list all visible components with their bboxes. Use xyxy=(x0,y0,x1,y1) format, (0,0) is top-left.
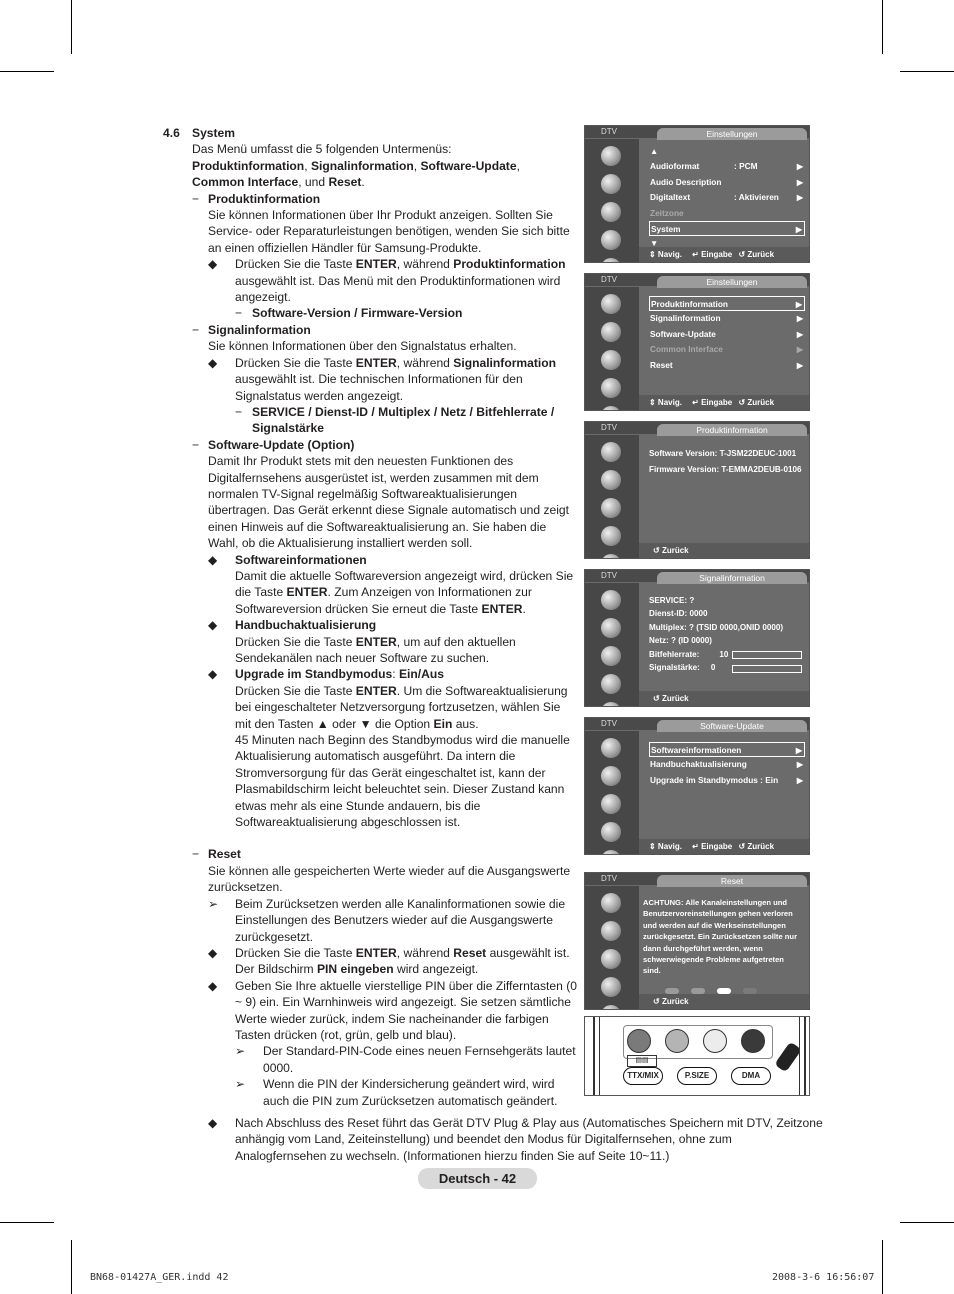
diamond-item xyxy=(163,256,578,305)
text-run: Damit Ihr Produkt stets mit den neuesten Funktionen des Digitalfernsehens ausgerüstet ist, werden zusammen mit dem normalen TV-Signal regelmäßig Softwareaktualisierungen übertragen. Das Gerät erkennt diese Signale automatisch und zeigt einen Hinweis auf die Softwareaktualisierung an. Sie haben die Wahl, ob die Aktualisierung installiert werden soll. xyxy=(208,454,570,551)
text-run: . Zum Anzeigen von Informationen zur Softwareversion drücken Sie erneut die Taste xyxy=(235,585,532,616)
dash-bullet-icon: − xyxy=(235,306,243,321)
text-run: Ein xyxy=(433,716,453,731)
picture-icon xyxy=(601,590,621,610)
teletext-icon: ▤▤ xyxy=(627,1055,657,1067)
menu-item-label: Audio Description xyxy=(650,176,722,187)
text-run: , xyxy=(304,158,311,173)
text-run: Damit die aktuelle Softwareversion angezeigt wird, drücken Sie die Taste xyxy=(235,568,574,600)
sound-icon xyxy=(601,174,621,194)
menu-item-label: Produktinformation xyxy=(651,299,728,309)
chevron-right-icon: ▶ xyxy=(796,775,803,785)
text-run: Common Interface xyxy=(192,175,299,190)
chevron-right-icon: ▶ xyxy=(796,345,803,355)
menu-item-label: ▼ xyxy=(650,238,659,249)
picture-icon xyxy=(601,893,621,913)
osd-title-bar xyxy=(585,718,809,730)
input-icon xyxy=(601,1005,621,1010)
text-run: Software-Update (Option) xyxy=(208,437,355,452)
setup-icon xyxy=(601,378,621,398)
text-run: ausgewählt ist. Der Bildschirm xyxy=(235,945,570,977)
dash-bullet-icon: − xyxy=(192,191,200,206)
picture-icon xyxy=(601,146,621,166)
footer-date: 2008-3-6 16:56:07 xyxy=(772,1272,875,1283)
menu-item[interactable] xyxy=(649,144,805,159)
menu-item-value: : Aktivieren xyxy=(734,192,779,203)
crop-mark xyxy=(0,71,54,72)
paragraph xyxy=(163,207,578,256)
menu-item[interactable] xyxy=(649,221,805,236)
menu-item-label: Upgrade im Standbymodus : Ein xyxy=(650,774,779,785)
menu-item[interactable] xyxy=(649,236,805,251)
paragraph xyxy=(163,338,578,354)
text-run: Signalinformation xyxy=(453,355,557,370)
text-run: Drücken Sie die Taste xyxy=(235,355,356,370)
osd-icon-sidebar xyxy=(585,886,639,1009)
menu-item[interactable] xyxy=(649,175,805,190)
blue-button[interactable] xyxy=(741,1029,765,1053)
pin-dot-icon xyxy=(691,988,705,994)
submenu-list-line xyxy=(192,174,578,190)
text-run: ausgewählt ist. Das Menü mit den Produktinformationen wird angezeigt. xyxy=(235,273,561,305)
text-run: , und xyxy=(298,175,329,190)
diamond-bullet-icon: ◆ xyxy=(208,257,218,272)
remote-control-detail xyxy=(584,1016,810,1096)
crop-mark xyxy=(71,0,72,54)
yellow-button[interactable] xyxy=(703,1029,727,1053)
reset-warning: ACHTUNG: Alle Kanaleinstellungen und Benutzervoreinstellungen gehen verloren und werden auf die Werkseinstellungen zurückgesetzt. Ein Zurücksetzen sollte nur dann durchgeführt werden, wenn schwerwiegende Probleme aufgetreten sind. xyxy=(643,898,798,976)
footer-file: BN68-01427A_GER.indd 42 xyxy=(90,1272,229,1283)
osd-menu xyxy=(649,144,805,252)
text-run: ENTER xyxy=(286,585,328,600)
text-run: 45 Minuten nach Beginn des Standbymodus wird die manuelle Aktualisierung automatisch ausgeführt. Da intern die Stromversorgung für das Gerät eingeschaltet ist, kann der Plasmabildschirm leicht beleuchtet sein. Dieser Zustand kann etwas mehr als eine Stunde andauern, bis die Softwareaktualisierung abgeschlossen ist. xyxy=(235,733,570,830)
chevron-right-icon: ▶ xyxy=(796,177,803,187)
strength-meter xyxy=(732,665,802,673)
menu-item[interactable] xyxy=(649,342,805,357)
sub-dash-item xyxy=(163,305,578,321)
enter-icon: ↵ xyxy=(689,250,702,259)
osd-screen-software-update xyxy=(584,717,810,855)
text-run: ENTER xyxy=(355,634,397,649)
dtv-label: DTV xyxy=(601,571,617,580)
text-run: Der Standard-PIN-Code eines neuen Fernsehgeräts lautet 0000. xyxy=(263,1044,576,1075)
text-run: , während xyxy=(396,355,454,370)
dash-bullet-icon: − xyxy=(192,847,200,862)
enter-label: Eingabe xyxy=(701,398,733,407)
dma-button[interactable]: DMA xyxy=(731,1067,771,1085)
ttx-mix-button[interactable]: TTX/MIX xyxy=(623,1067,663,1085)
osd-help-bar xyxy=(639,839,809,854)
enter-label: Eingabe xyxy=(701,250,733,259)
pin-dot-icon xyxy=(717,988,731,994)
osd-title-bar xyxy=(585,873,809,885)
channel-icon xyxy=(601,949,621,969)
channel-icon xyxy=(601,498,621,518)
osd-screen-signalinformation xyxy=(584,569,810,707)
return-label: Zurück xyxy=(747,250,775,259)
text-run: Signalinformation xyxy=(310,158,414,173)
enter-icon: ↵ xyxy=(689,842,702,851)
text-run: ENTER xyxy=(355,355,397,370)
osd-icon-sidebar xyxy=(585,287,639,410)
menu-item-label: Common Interface xyxy=(650,344,723,355)
menu-item-label: Digitaltext xyxy=(650,192,691,203)
channel-icon xyxy=(601,794,621,814)
section-number: 4.6 xyxy=(163,126,180,140)
menu-item-value: : PCM xyxy=(734,161,758,172)
text-run: ausgewählt ist. Die technischen Informationen für den Signalstatus werden angezeigt. xyxy=(235,372,523,403)
paragraph xyxy=(163,863,578,896)
chevron-right-icon: ▶ xyxy=(795,746,802,755)
setup-icon xyxy=(601,526,621,546)
return-icon: ↺ xyxy=(736,398,748,407)
text-run: Sie können Informationen über den Signalstatus erhalten. xyxy=(208,339,517,354)
osd-title: Reset xyxy=(657,875,807,887)
nav-label: Navig. xyxy=(655,842,682,851)
diamond-bullet-icon: ◆ xyxy=(208,355,218,370)
sound-icon xyxy=(601,618,621,638)
text-run: Drücken Sie die Taste xyxy=(235,257,356,272)
text-run: , xyxy=(516,158,520,173)
text-run: aus. xyxy=(452,716,479,731)
diamond-item xyxy=(163,945,578,978)
text-run: ENTER xyxy=(355,257,397,272)
diamond-bullet-icon: ◆ xyxy=(208,945,218,960)
text-run: Wenn die PIN der Kindersicherung geändert wird, wird auch die PIN zum Zurücksetzen automatisch geändert. xyxy=(263,1077,558,1108)
text-run: Reset xyxy=(208,847,241,862)
nav-arrows-icon: ⇕ xyxy=(649,398,656,407)
osd-title: Produktinformation xyxy=(657,424,807,436)
info-line: Multiplex: ? (TSID 0000,ONID 0000) xyxy=(649,622,784,632)
sub-dash-item xyxy=(163,404,578,437)
paragraph xyxy=(163,634,578,667)
picture-icon xyxy=(601,738,621,758)
menu-item-label: Reset xyxy=(650,359,673,370)
text-run: Upgrade im Standbymodus xyxy=(235,667,393,682)
chevron-right-icon: ▶ xyxy=(795,300,802,309)
diamond-bullet-icon: ◆ xyxy=(208,552,218,567)
dash-item xyxy=(163,846,578,862)
menu-item-label: Zeitzone xyxy=(650,207,684,218)
dtv-label: DTV xyxy=(601,275,617,284)
chevron-right-icon: ▶ xyxy=(796,162,803,172)
nav-arrows-icon: ⇕ xyxy=(649,250,656,259)
closing-note xyxy=(208,1115,825,1164)
diamond-bullet-icon: ◆ xyxy=(208,667,218,682)
info-line: Dienst-ID: 0000 xyxy=(649,609,708,619)
osd-help-bar xyxy=(639,395,809,410)
osd-title: Software-Update xyxy=(657,720,807,732)
channel-icon xyxy=(601,350,621,370)
crop-mark xyxy=(882,0,883,54)
strength-value: 0 xyxy=(710,663,716,673)
text-run: , während xyxy=(396,945,454,960)
sub-note-item xyxy=(163,1043,578,1076)
text-run: Software-Update xyxy=(420,158,517,173)
paragraph xyxy=(163,453,578,551)
arrow-note-icon: ➢ xyxy=(235,1077,246,1092)
dtv-label: DTV xyxy=(601,423,617,432)
osd-icon-sidebar xyxy=(585,435,639,558)
menu-item[interactable] xyxy=(649,358,805,373)
osd-menu xyxy=(649,742,805,788)
osd-screen-reset xyxy=(584,872,810,1010)
info-line: Firmware Version: T-EMMA2DEUB-0106 xyxy=(649,465,802,474)
chevron-right-icon: ▶ xyxy=(796,193,803,203)
dash-item xyxy=(163,437,578,453)
menu-item[interactable] xyxy=(649,742,805,757)
text-run: ENTER xyxy=(355,683,397,698)
pin-dots xyxy=(665,981,769,999)
red-button[interactable] xyxy=(627,1029,651,1053)
paragraph xyxy=(163,568,578,617)
text-run: PIN eingeben xyxy=(316,962,394,977)
return-icon: ↺ xyxy=(736,250,748,259)
text-run: Drücken Sie die Taste xyxy=(235,634,356,649)
text-run: , um auf den aktuellen Sendekanälen nach neuer Software zu suchen. xyxy=(235,634,516,665)
strength-label: Signalstärke: xyxy=(649,663,700,673)
pin-dot-icon xyxy=(743,988,757,994)
chevron-right-icon: ▶ xyxy=(796,360,803,370)
dtv-label: DTV xyxy=(601,719,617,728)
crop-mark xyxy=(882,1240,883,1294)
return-label: Zurück xyxy=(747,842,775,851)
pin-dot-icon xyxy=(665,988,679,994)
product-info-text xyxy=(649,446,803,478)
dash-bullet-icon: − xyxy=(192,437,200,452)
dash-item xyxy=(163,191,578,207)
text-run: wird angezeigt. xyxy=(393,962,479,977)
input-icon xyxy=(601,702,621,707)
sound-icon xyxy=(601,921,621,941)
chevron-right-icon: ▶ xyxy=(796,329,803,339)
osd-help-bar xyxy=(639,691,809,706)
diamond-item xyxy=(163,355,578,404)
info-line: Software Version: T-JSM22DEUC-1001 xyxy=(649,449,797,458)
osd-title: Einstellungen xyxy=(657,276,807,288)
diamond-bullet-icon: ◆ xyxy=(208,618,218,633)
note-item xyxy=(163,896,578,945)
input-icon xyxy=(601,850,621,855)
osd-menu xyxy=(649,296,805,373)
chevron-right-icon: ▶ xyxy=(796,760,803,770)
text-run: Reset xyxy=(328,175,362,190)
ber-label: Bitfehlerrate: xyxy=(649,649,700,659)
chevron-right-icon: ▶ xyxy=(795,224,802,234)
closing-note-text: Nach Abschluss des Reset führt das Gerät DTV Plug & Play aus (Automatisches Speichern mit DTV, Zeitzone anhängig vom Land, Zeiteinstellung) und beendet den Modus für Digitalfernsehen, ohne zum Analogfernsehen zu wechseln. (Informationen hierzu finden Sie auf Seite 10~11.) xyxy=(235,1116,823,1163)
setup-icon xyxy=(601,977,621,997)
text-run: , xyxy=(413,158,421,173)
crop-mark xyxy=(900,71,954,72)
text-run: ENTER xyxy=(481,601,523,616)
text-run: Softwareinformationen xyxy=(235,552,367,567)
diamond-item xyxy=(163,617,578,633)
info-line: Netz: ? (ID 0000) xyxy=(649,636,712,646)
osd-icon-sidebar xyxy=(585,139,639,262)
arrow-note-icon: ➢ xyxy=(208,896,219,911)
dtv-label: DTV xyxy=(601,874,617,883)
setup-icon xyxy=(601,674,621,694)
return-label: Zurück xyxy=(661,694,689,703)
menu-item[interactable] xyxy=(649,327,805,342)
return-icon: ↺ xyxy=(653,997,662,1006)
dash-bullet-icon: − xyxy=(235,404,243,419)
page-number-badge: Deutsch - 42 xyxy=(418,1168,537,1189)
sub-note-item xyxy=(163,1076,578,1109)
section-heading xyxy=(163,125,578,141)
nav-label: Navig. xyxy=(655,250,682,259)
text-run: Reset xyxy=(453,945,487,960)
text-run: Signalinformation xyxy=(208,322,311,337)
text-run: Handbuchaktualisierung xyxy=(235,618,377,633)
chevron-right-icon: ▶ xyxy=(796,314,803,324)
osd-title: Signalinformation xyxy=(657,572,807,584)
menu-item[interactable] xyxy=(649,296,805,311)
picture-icon xyxy=(601,442,621,462)
return-label: Zurück xyxy=(661,997,689,1006)
menu-item-label: ▲ xyxy=(650,146,659,156)
text-run: , während xyxy=(396,257,454,272)
ber-meter xyxy=(732,651,802,659)
crop-mark xyxy=(900,1222,954,1223)
channel-icon xyxy=(601,202,621,222)
diamond-bullet-icon: ◆ xyxy=(208,1116,218,1130)
channel-icon xyxy=(601,646,621,666)
osd-screen-einstellungen xyxy=(584,125,810,263)
enter-label: Eingabe xyxy=(701,842,733,851)
osd-title: Einstellungen xyxy=(657,128,807,140)
pointing-finger-icon xyxy=(774,1042,802,1073)
picture-icon xyxy=(601,294,621,314)
crop-mark xyxy=(71,1240,72,1294)
menu-item-label: Softwareinformationen xyxy=(651,745,742,755)
diamond-item xyxy=(163,552,578,568)
menu-item[interactable] xyxy=(649,190,805,205)
osd-screen-produktinformation xyxy=(584,421,810,559)
text-run: Ein/Aus xyxy=(398,667,445,682)
section-intro-block xyxy=(163,141,578,190)
ber-value: 10 xyxy=(719,649,729,659)
return-icon: ↺ xyxy=(653,694,662,703)
setup-icon xyxy=(601,230,621,250)
osd-screen-system xyxy=(584,273,810,411)
text-run: : xyxy=(392,667,399,682)
p-size-button[interactable]: P.SIZE xyxy=(677,1067,717,1085)
menu-item-label: System xyxy=(651,223,681,234)
remote-edge-left xyxy=(593,1017,600,1095)
arrow-note-icon: ➢ xyxy=(235,1044,246,1059)
spacer xyxy=(163,830,578,846)
text-run: . xyxy=(522,601,526,616)
menu-item[interactable] xyxy=(649,159,805,174)
text-run: Produktinformation xyxy=(208,191,321,206)
input-icon xyxy=(601,406,621,411)
dtv-label: DTV xyxy=(601,127,617,136)
osd-title-bar xyxy=(585,570,809,582)
text-run: . Um die Softwareaktualisierung bei eingeschalteter Netzversorgung fortzusetzen, wählen Sie mit den Tasten ▲ oder ▼ die Option xyxy=(235,683,568,731)
menu-item-label: Handbuchaktualisierung xyxy=(650,759,747,770)
menu-item[interactable] xyxy=(649,773,805,788)
return-icon: ↺ xyxy=(736,842,748,851)
text-run: Sie können alle gespeicherten Werte wieder auf die Ausgangswerte zurücksetzen. xyxy=(208,863,571,895)
text-run: . xyxy=(361,175,365,190)
info-line: SERVICE: ? xyxy=(649,596,695,605)
return-label: Zurück xyxy=(747,398,775,407)
nav-arrows-icon: ⇕ xyxy=(649,842,656,851)
remote-edge-right xyxy=(799,1017,806,1095)
input-icon xyxy=(601,554,621,559)
sound-icon xyxy=(601,766,621,786)
paragraph xyxy=(163,683,578,732)
nav-label: Navig. xyxy=(655,398,682,407)
menu-item-label: Audioformat xyxy=(650,161,700,172)
sound-icon xyxy=(601,470,621,490)
crop-mark xyxy=(0,1222,54,1223)
section-body xyxy=(163,191,578,1109)
diamond-item xyxy=(163,978,578,1044)
text-run: Produktinformation xyxy=(192,158,305,173)
menu-item[interactable] xyxy=(649,757,805,772)
text-run: Drücken Sie die Taste xyxy=(235,945,356,960)
menu-item-label: Software-Update xyxy=(650,328,716,339)
osd-icon-sidebar xyxy=(585,731,639,854)
green-button[interactable] xyxy=(665,1029,689,1053)
diamond-bullet-icon: ◆ xyxy=(208,978,218,993)
setup-icon xyxy=(601,822,621,842)
osd-title-bar xyxy=(585,274,809,286)
dash-item xyxy=(163,322,578,338)
osd-title-bar xyxy=(585,126,809,138)
return-label: Zurück xyxy=(661,546,689,555)
dash-bullet-icon: − xyxy=(192,322,200,337)
text-run: Beim Zurücksetzen werden alle Kanalinformationen sowie die Einstellungen des Benutzers wieder auf die Ausgangswerte zurückgesetzt. xyxy=(235,896,566,944)
osd-help-bar xyxy=(639,543,809,558)
menu-item-label: Signalinformation xyxy=(650,313,721,324)
text-run: ENTER xyxy=(355,945,397,960)
menu-item[interactable] xyxy=(649,311,805,326)
osd-title-bar xyxy=(585,422,809,434)
text-run: Geben Sie Ihre aktuelle vierstellige PIN über die Zifferntasten (0 ~ 9) ein. Ein Warnhinweis wird angezeigt. Sie setzen sämtliche Werte wieder zurück, indem Sie nacheinander die farbigen Tasten drücken (rot, grün, gelb und blau). xyxy=(235,978,577,1042)
text-run: Drücken Sie die Taste xyxy=(235,683,356,698)
diamond-item xyxy=(163,666,578,682)
text-run: Sie können Informationen über Ihr Produkt anzeigen. Sollten Sie Service- oder Reparaturleistungen benötigen, wenden Sie sich bitte an einen offiziellen Händler für Samsung-Produkte. xyxy=(208,208,570,255)
menu-item[interactable] xyxy=(649,206,805,221)
input-icon xyxy=(601,258,621,263)
signal-info-text xyxy=(649,594,803,674)
sound-icon xyxy=(601,322,621,342)
return-icon: ↺ xyxy=(653,546,662,555)
submenu-list-line xyxy=(192,158,578,174)
manual-text-column xyxy=(163,125,578,1109)
paragraph xyxy=(163,732,578,830)
text-run: Produktinformation xyxy=(453,257,566,272)
section-intro: Das Menü umfasst die 5 folgenden Untermenüs: xyxy=(192,142,452,157)
osd-icon-sidebar xyxy=(585,583,639,706)
section-title: System xyxy=(192,126,236,140)
enter-icon: ↵ xyxy=(689,398,702,407)
text-run: Software-Version / Firmware-Version xyxy=(252,306,463,321)
text-run: SERVICE / Dienst-ID / Multiplex / Netz / Bitfehlerrate / Signalstärke xyxy=(252,404,555,436)
